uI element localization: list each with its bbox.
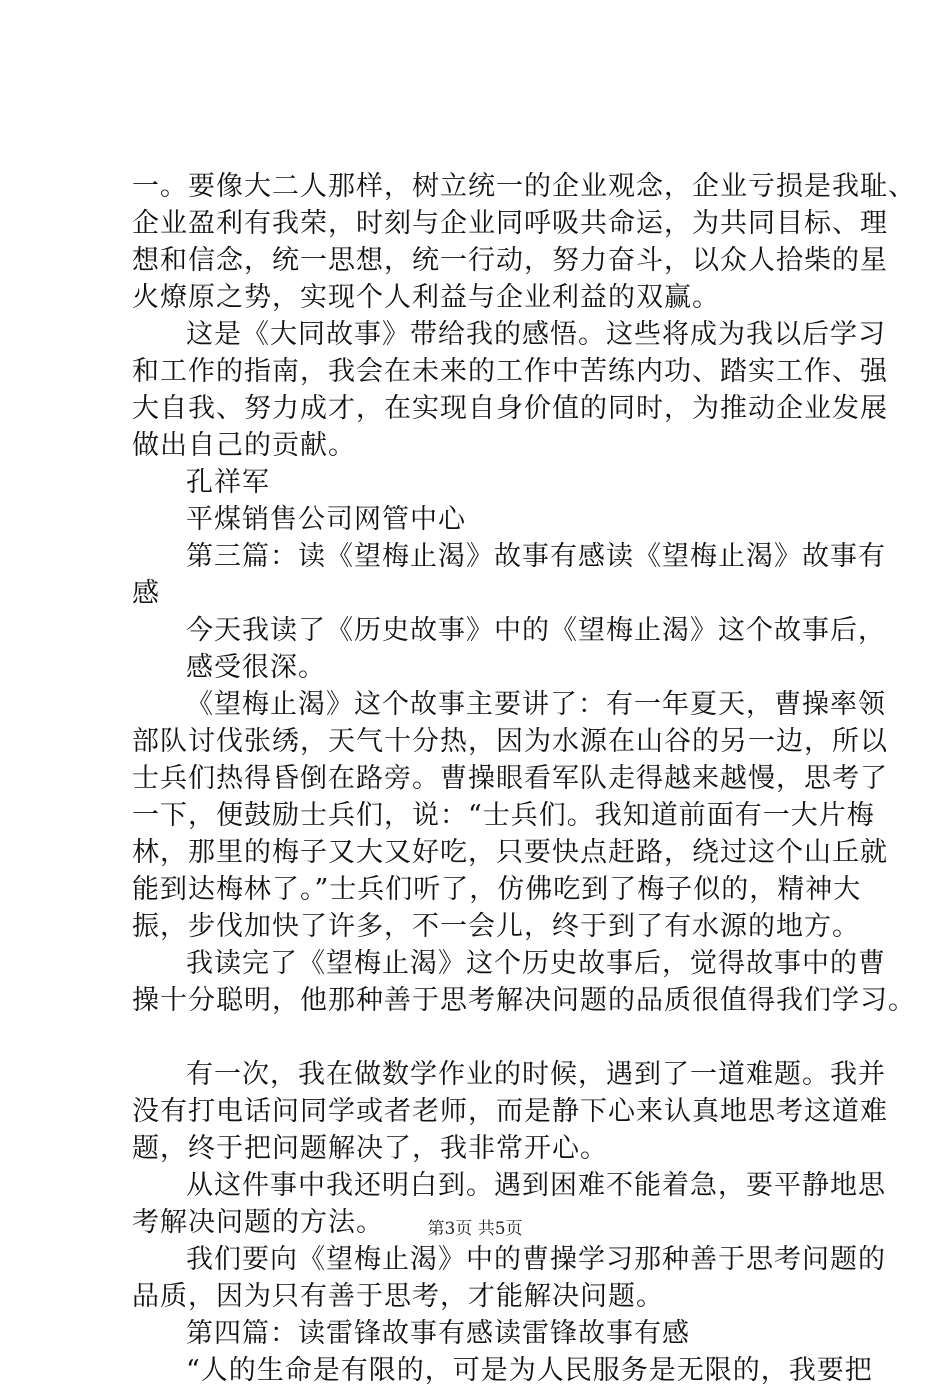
text-line: 林，那里的梅子又大又好吃，只要快点赶路，绕过这个山丘就 [132,837,888,868]
text-line: 一。要像大二人那样，树立统一的企业观念，企业亏损是我耻、 [132,171,916,202]
document-body [132,168,916,1389]
text-line: 题，终于把问题解决了，我非常开心。 [132,1133,608,1164]
text-line: 平煤销售公司网管中心 [186,504,466,535]
text-line: 想和信念，统一思想，统一行动，努力奋斗，以众人拾柴的星 [132,245,888,276]
text-line: 孔祥军 [186,467,270,498]
text-line: “人的生命是有限的，可是为人民服务是无限的，我要把 [186,1355,873,1386]
text-line: 感 [132,578,160,609]
text-line: 今天我读了《历史故事》中的《望梅止渴》这个故事后， [186,615,886,646]
text-line: 操十分聪明，他那种善于思考解决问题的品质很值得我们学习。 [132,985,916,1016]
text-line: 部队讨伐张绣，天气十分热，因为水源在山谷的另一边，所以 [132,726,888,757]
text-line: 我读完了《望梅止渴》这个历史故事后，觉得故事中的曹 [186,948,886,979]
text-line: 和工作的指南，我会在未来的工作中苦练内功、踏实工作、强 [132,356,888,387]
text-line: 没有打电话问同学或者老师，而是静下心来认真地思考这道难 [132,1096,888,1127]
blank-line [132,1019,832,1056]
text-line: 第四篇：读雷锋故事有感读雷锋故事有感 [186,1318,690,1349]
text-line: 我们要向《望梅止渴》中的曹操学习那种善于思考问题的 [186,1244,886,1275]
text-line: 一下，便鼓励士兵们，说：“士兵们。我知道前面有一大片梅 [132,800,875,831]
text-line: 第三篇：读《望梅止渴》故事有感读《望梅止渴》故事有 [186,541,886,572]
text-line: 这是《大同故事》带给我的感悟。这些将成为我以后学习 [186,319,886,350]
text-line: 大自我、努力成才，在实现自身价值的同时，为推动企业发展 [132,393,888,424]
text-line: 振，步伐加快了许多，不一会儿，终于到了有水源的地方。 [132,911,860,942]
text-line: 企业盈利有我荣，时刻与企业同呼吸共命运，为共同目标、理 [132,208,888,239]
text-line: 火燎原之势，实现个人利益与企业利益的双赢。 [132,282,720,313]
text-line: 有一次，我在做数学作业的时候，遇到了一道难题。我并 [186,1059,886,1090]
text-line: 从这件事中我还明白到。遇到困难不能着急，要平静地思 [186,1170,886,1201]
text-line: 做出自己的贡献。 [132,430,356,461]
text-line: 能到达梅林了。”士兵们听了，仿佛吃到了梅子似的，精神大 [132,874,862,905]
text-line: 品质，因为只有善于思考，才能解决问题。 [132,1281,664,1312]
text-line: 《望梅止渴》这个故事主要讲了：有一年夏天，曹操率领 [186,689,886,720]
page-number-footer: 第3页 共5页 [427,1219,523,1239]
text-line: 感受很深。 [186,652,326,683]
text-line: 士兵们热得昏倒在路旁。曹操眼看军队走得越来越慢，思考了 [132,763,888,794]
text-line: 考解决问题的方法。 [132,1207,384,1238]
